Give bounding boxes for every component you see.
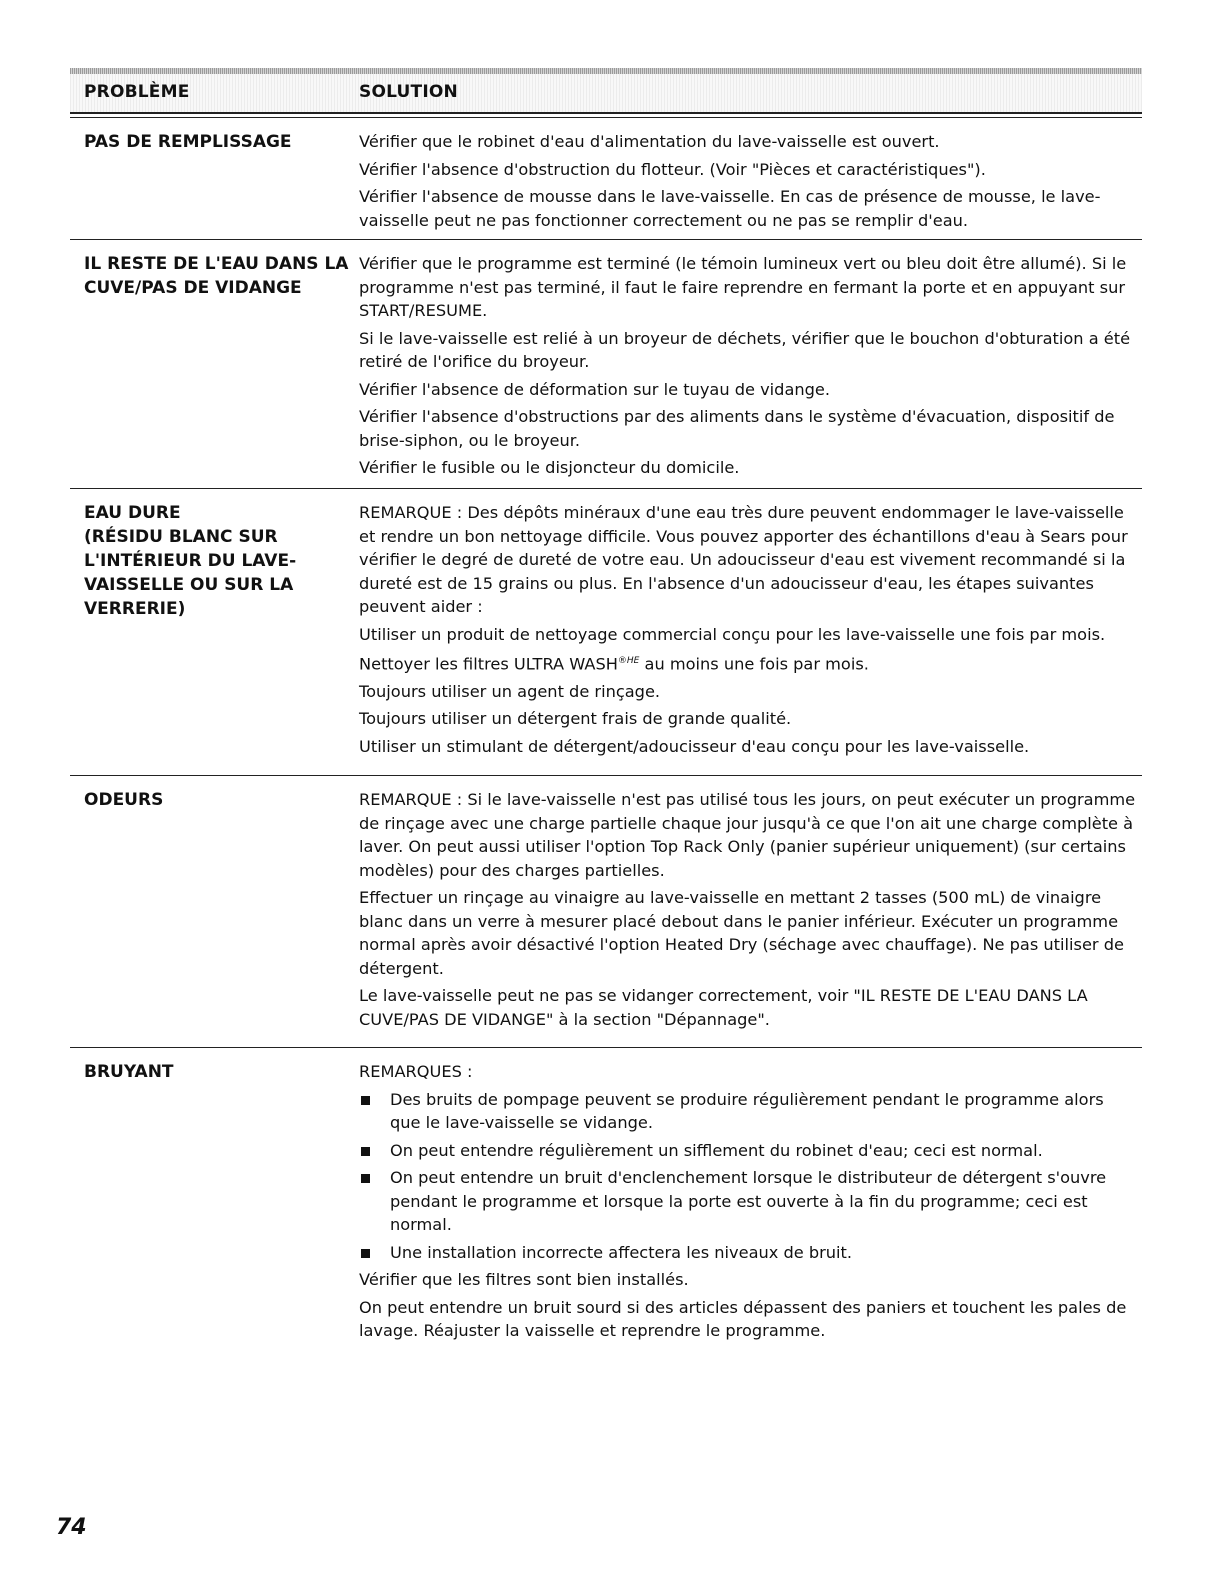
square-bullet-icon — [361, 1096, 370, 1105]
solution-text: Vérifier que le programme est terminé (le témoin lumineux vert ou bleu doit être allumé). Si le programme n'est pas terminé, il faut le faire reprendre en fermant la porte et en appuyant sur START/RESUME. — [359, 254, 1127, 320]
solution-text: Vérifier l'absence d'obstructions par des aliments dans le système d'évacuation, dispositif de brise-siphon, ou le broyeur. — [359, 407, 1115, 450]
problem-label: EAU DURE (RÉSIDU BLANC SUR L'INTÉRIEUR DU LAVE- VAISSELLE OU SUR LA VERRERIE) — [84, 503, 297, 619]
solution-column-header: SOLUTION — [359, 82, 458, 102]
problem-label: IL RESTE DE L'EAU DANS LA CUVE/PAS DE VIDANGE — [84, 254, 349, 298]
problem-label: PAS DE REMPLISSAGE — [84, 132, 292, 152]
table-row-odors — [70, 775, 1142, 1052]
solution-text: Toujours utiliser un agent de rinçage. — [359, 681, 661, 701]
remarks-heading: REMARQUES : — [359, 1062, 473, 1081]
solution-text: Vérifier l'absence de mousse dans le lave-vaisselle. En cas de présence de mousse, le lave-vaisselle peut ne pas fonctionner correctement ou ne pas se remplir d'eau. — [359, 187, 1101, 230]
problem-column-header: PROBLÈME — [84, 82, 190, 102]
solution-text: Toujours utiliser un détergent frais de grande qualité. — [359, 709, 792, 729]
trademark-superscript: ®HE — [617, 656, 640, 666]
solution-cell — [359, 501, 1139, 762]
solution-text: REMARQUE : Si le lave-vaisselle n'est pas utilisé tous les jours, on peut exécuter un programme de rinçage avec une charge partielle chaque jour jusqu'à ce que l'on ait une charge complète à laver. On peut aussi utiliser l'option Top Rack Only (panier supérieur uniquement) (sur certains modèles) pour des charges partielles. — [359, 790, 1136, 880]
table-row-no-drain — [70, 239, 1142, 484]
list-item-text: On peut entendre un bruit d'enclenchement lorsque le distributeur de détergent s'ouvre pendant le programme et lorsque la porte est ouverte à la fin du programme; ceci est normal. — [390, 1168, 1107, 1234]
header-texture — [70, 68, 1142, 74]
remarks-list — [359, 1088, 1139, 1265]
table-header — [70, 68, 1142, 114]
square-bullet-icon — [361, 1147, 370, 1156]
list-item-text: Des bruits de pompage peuvent se produire régulièrement pendant le programme alors que le lave-vaisselle se vidange. — [390, 1089, 1104, 1132]
page-number: 74 — [56, 1515, 87, 1540]
ultra-wash-text: Nettoyer les filtres ULTRA WASH — [359, 654, 618, 674]
solution-text: Utiliser un stimulant de détergent/adoucisseur d'eau conçu pour les lave-vaisselle. — [359, 736, 1030, 756]
solution-text: Effectuer un rinçage au vinaigre au lave-vaisselle en mettant 2 tasses (500 mL) de vinaigre blanc dans un verre à mesurer placé debout dans le panier inférieur. Exécuter un programme normal après avoir désactivé l'option Heated Dry (séchage avec chauffage). Ne pas utiliser de détergent. — [359, 888, 1124, 978]
list-item-text: On peut entendre régulièrement un sifflement du robinet d'eau; ceci est normal. — [390, 1140, 1043, 1160]
solution-text: Si le lave-vaisselle est relié à un broyeur de déchets, vérifier que le bouchon d'obturation a été retiré de l'orifice du broyeur. — [359, 328, 1131, 371]
solution-text: Le lave-vaisselle peut ne pas se vidanger correctement, voir "IL RESTE DE L'EAU DANS LA CUVE/PAS DE VIDANGE" à la section "Dépannage". — [359, 986, 1088, 1029]
solution-cell — [359, 788, 1139, 1035]
problem-label: ODEURS — [84, 790, 164, 810]
solution-text-ultra-wash — [359, 650, 1139, 676]
solution-text: Utiliser un produit de nettoyage commercial conçu pour les lave-vaisselle une fois par mois. — [359, 624, 1106, 644]
ultra-wash-text-end: au moins une fois par mois. — [639, 654, 869, 674]
solution-text: Vérifier l'absence d'obstruction du flotteur. (Voir "Pièces et caractéristiques"). — [359, 159, 986, 179]
list-item — [359, 1139, 1139, 1163]
solution-text: Vérifier que les filtres sont bien installés. — [359, 1270, 689, 1289]
solution-text: Vérifier que le robinet d'eau d'alimentation du lave-vaisselle est ouvert. — [359, 132, 940, 151]
solution-cell — [359, 252, 1139, 484]
solution-text: Vérifier le fusible ou le disjoncteur du domicile. — [359, 458, 740, 477]
square-bullet-icon — [361, 1249, 370, 1258]
square-bullet-icon — [361, 1174, 370, 1183]
table-row-hard-water — [70, 488, 1142, 771]
list-item — [359, 1088, 1139, 1135]
solution-text: REMARQUE : Des dépôts minéraux d'une eau très dure peuvent endommager le lave-vaisselle et rendre un bon nettoyage difficile. Vous pouvez apporter des échantillons d'eau à Sears pour vérifier le degré de dureté de votre eau. Un adoucisseur d'eau est vivement recommandé si la dureté est de 15 grains ou plus. En l'absence d'un adoucisseur d'eau, les étapes suivantes peuvent aider : — [359, 503, 1128, 616]
list-item — [359, 1166, 1139, 1237]
solution-text: Vérifier l'absence de déformation sur le tuyau de vidange. — [359, 379, 831, 399]
solution-cell — [359, 1060, 1139, 1347]
list-item — [359, 1241, 1139, 1265]
table-row-noisy — [70, 1047, 1142, 1378]
solution-text: On peut entendre un bruit sourd si des articles dépassent des paniers et touchent les pales de lavage. Réajuster la vaisselle et reprendre le programme. — [359, 1297, 1127, 1340]
problem-label: BRUYANT — [84, 1062, 174, 1082]
list-item-text: Une installation incorrecte affectera les niveaux de bruit. — [390, 1242, 853, 1262]
table-row-no-fill — [70, 117, 1142, 231]
solution-cell — [359, 130, 1139, 236]
